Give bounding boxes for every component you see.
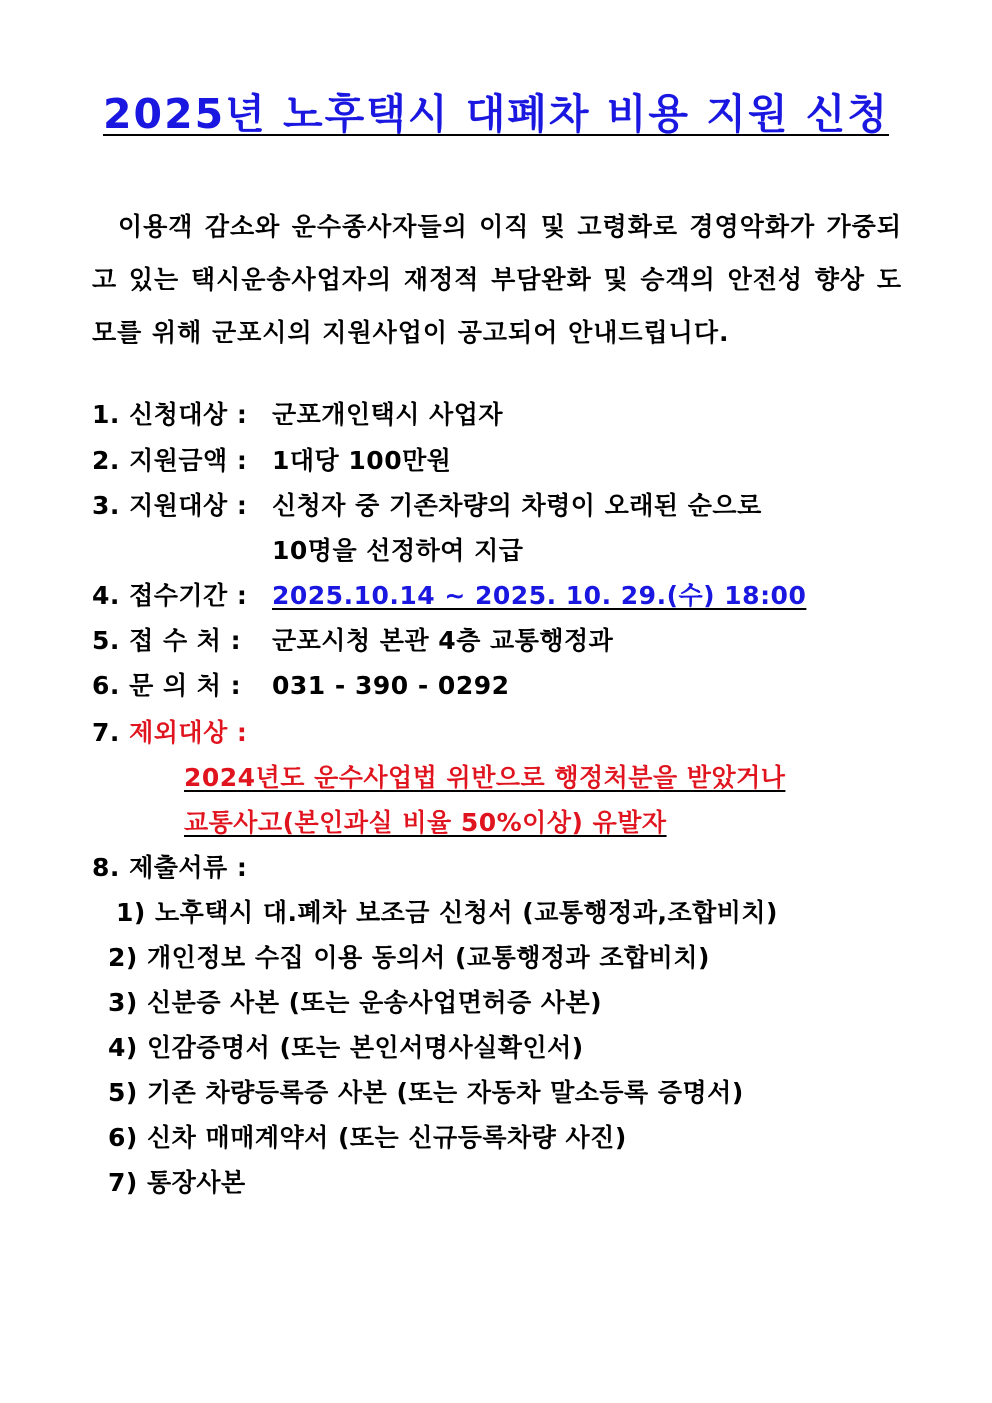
item-label: 5. 접 수 처 : [92,626,242,655]
item-label: 3. 지원대상 : [92,491,248,520]
item-exclusion [92,716,247,750]
page-title [0,86,992,142]
document-item: 4) 인감증명서 (또는 본인서명사실확인서) [108,1033,584,1062]
item-label: 4. 접수기간 : [92,581,248,610]
item-contact [92,669,510,703]
item-period [92,579,806,613]
item-value: 1대당 100만원 [272,446,452,475]
item-amount [92,444,451,478]
exclusion-line-1: 2024년도 운수사업법 위반으로 행정처분을 받았거나 [184,763,786,792]
document-item: 5) 기존 차량등록증 사본 (또는 자동차 말소등록 증명서) [108,1078,744,1107]
item-label: 1. 신청대상 : [92,400,248,429]
document-item: 2) 개인정보 수집 이용 동의서 (교통행정과 조합비치) [108,943,710,972]
item-value: 군포시청 본관 4층 교통행정과 [272,626,614,655]
exclusion-line-2: 교통사고(본인과실 비율 50%이상) 유발자 [184,808,667,837]
document-item: 6) 신차 매매계약서 (또는 신규등록차량 사진) [108,1123,627,1152]
intro-paragraph: 이용객 감소와 운수종사자들의 이직 및 고령화로 경영악화가 가중되고 있는 택시운송사업자의 재정적 부담완화 및 승객의 안전성 향상 도모를 위해 군포시의 지원사업이 공고되어 안내드립니다. [92,212,902,347]
item-label-number: 7. [92,718,120,747]
item-documents-heading: 8. 제출서류 : [92,853,248,882]
document-item: 1) 노후택시 대.폐차 보조금 신청서 (교통행정과,조합비치) [116,898,778,927]
document-item: 3) 신분증 사본 (또는 운송사업면허증 사본) [108,988,603,1017]
item-value-phone: 031 - 390 - 0292 [272,671,510,700]
item-value: 신청자 중 기존차량의 차령이 오래된 순으로 [272,491,762,520]
item-label: 2. 지원금액 : [92,446,248,475]
page-title-text: 2025년 노후택시 대폐차 비용 지원 신청 [103,90,889,138]
item-office [92,624,613,658]
item-value-period: 2025.10.14 ~ 2025. 10. 29.(수) 18:00 [272,581,807,610]
document-item: 7) 통장사본 [108,1168,246,1197]
item-target [92,489,762,523]
item-target-continued: 10명을 선정하여 지급 [272,536,524,565]
item-applicant [92,398,503,432]
item-value: 군포개인택시 사업자 [272,400,504,429]
item-label: 6. 문 의 처 : [92,671,242,700]
item-label-exclusion: 제외대상 : [129,718,248,747]
